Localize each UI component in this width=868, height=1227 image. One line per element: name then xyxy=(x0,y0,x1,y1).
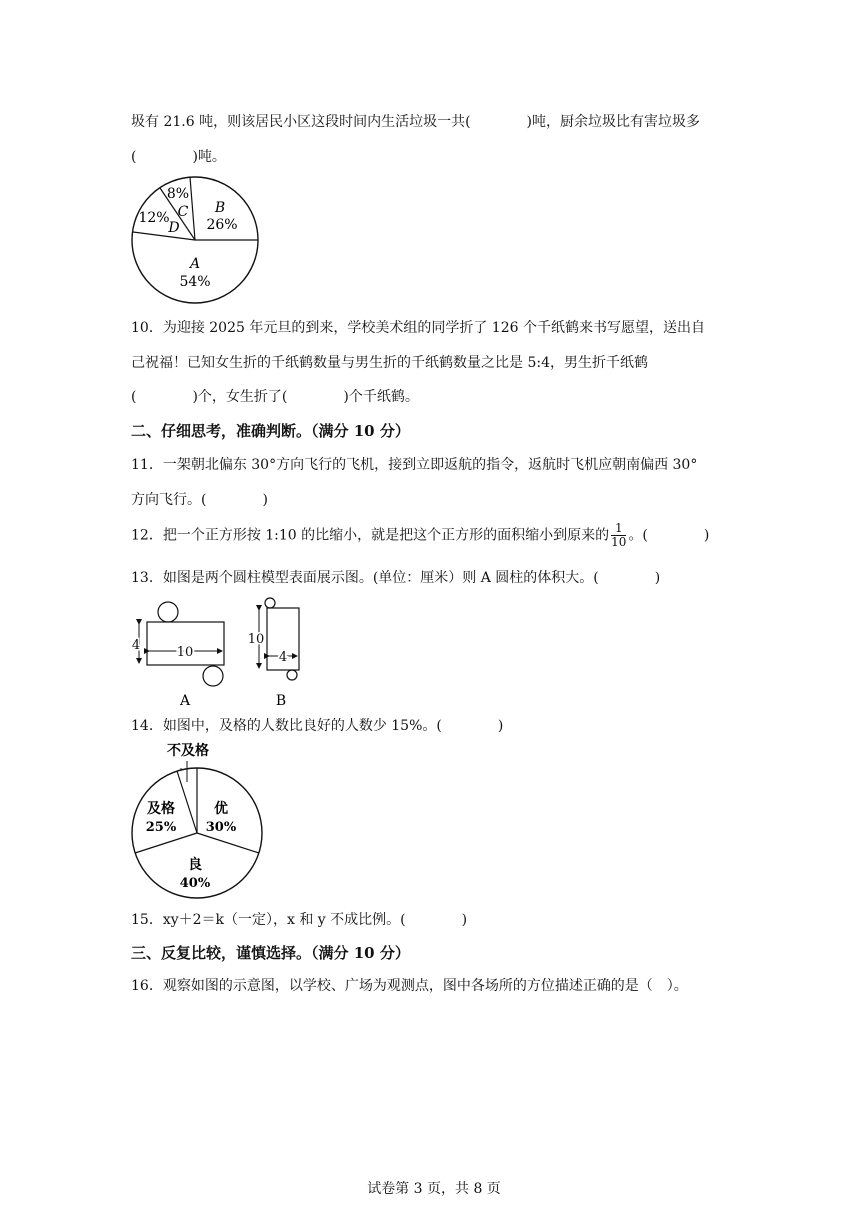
pie2-divider-liang-jige xyxy=(135,833,197,853)
pie2-value-you: 30% xyxy=(205,820,237,835)
q13-text: 13．如图是两个圆柱模型表面展示图。(单位：厘米）则 A 圆柱的体积大。( ) xyxy=(131,570,661,586)
section-3-heading: 三、反复比较，谨慎选择。（满分 10 分） xyxy=(131,944,410,962)
pie1-value-c: 8% xyxy=(166,186,190,202)
pie-chart-waste xyxy=(131,178,261,306)
pie1-label-c: C xyxy=(177,204,189,220)
pie2-divider-you-liang xyxy=(197,833,259,853)
q10-line-1: 10．为迎接 2025 年元旦的到来，学校美术组的同学折了 126 个千纸鹤来书写愿望，送出自 xyxy=(131,320,705,336)
net-a-top-circle xyxy=(158,602,178,622)
pie1-label-a: A xyxy=(189,256,201,272)
pie1-value-a: 54% xyxy=(179,274,211,290)
q9-line-2: ( )吨。 xyxy=(131,149,226,165)
net-b-width-label: 4 xyxy=(278,650,288,665)
q11-line-1: 11．一架朝北偏东 30°方向飞行的飞机，接到立即返航的指令，返航时飞机应朝南偏西 30° xyxy=(131,457,698,473)
pie1-label-b: B xyxy=(214,200,226,216)
q9-line-1: 圾有 21.6 吨，则该居民小区这段时间内生活垃圾一共( )吨，厨余垃圾比有害垃圾多 xyxy=(131,114,700,130)
pie2-label-liang: 良 xyxy=(188,857,202,873)
pie1-value-d: 12% xyxy=(138,210,170,226)
net-a-height-label: 4 xyxy=(131,638,141,653)
pie2-value-liang: 40% xyxy=(179,876,211,891)
q12-denominator: 10 xyxy=(611,535,627,549)
pie2-label-you: 优 xyxy=(214,801,228,817)
page-footer: 试卷第 3 页，共 8 页 xyxy=(367,1181,501,1197)
net-b-top-circle xyxy=(265,598,275,608)
q12 xyxy=(131,522,709,549)
q10-line-2: 己祝福！已知女生折的千纸鹤数量与男生折的千纸鹤数量之比是 5:4，男生折千纸鹤 xyxy=(131,355,648,371)
pie1-value-b: 26% xyxy=(206,217,238,233)
net-b-height-label: 10 xyxy=(247,632,265,647)
q12-text-before: 12．把一个正方形按 1:10 的比缩小，就是把这个正方形的面积缩小到原来的 xyxy=(131,527,610,544)
cylinder-net-diagram xyxy=(128,598,308,710)
q12-fraction xyxy=(611,522,626,549)
q12-text-after: 。( ) xyxy=(628,527,710,544)
pie1-divider-b-c xyxy=(190,177,195,240)
net-a-width-label: 10 xyxy=(176,645,194,660)
section-2-heading: 二、仔细思考，准确判断。（满分 10 分） xyxy=(131,422,410,440)
pie2-label-buji: 不及格 xyxy=(167,743,209,759)
net-b-label: B xyxy=(275,693,287,709)
q11-line-2: 方向飞行。( ) xyxy=(131,492,268,508)
pie-chart-grades xyxy=(128,740,268,902)
pie2-label-jige: 及格 xyxy=(147,801,175,817)
net-a-bottom-circle xyxy=(203,666,223,686)
q10-line-3: ( )个，女生折了( )个千纸鹤。 xyxy=(131,389,419,405)
pie2-value-jige: 25% xyxy=(145,820,177,835)
q12-numerator: 1 xyxy=(611,522,626,536)
q15-text: 15．xy＋2＝k（一定），x 和 y 不成比例。( ) xyxy=(131,912,468,928)
pie1-divider-d-a xyxy=(133,232,195,240)
q16-text: 16．观察如图的示意图，以学校、广场为观测点，图中各场所的方位描述正确的是（ ）。 xyxy=(131,978,688,994)
net-a-label: A xyxy=(179,693,191,709)
q14-text: 14．如图中，及格的人数比良好的人数少 15%。( ) xyxy=(131,718,504,734)
pie1-label-d: D xyxy=(168,220,180,236)
net-b-bottom-circle xyxy=(287,670,297,680)
